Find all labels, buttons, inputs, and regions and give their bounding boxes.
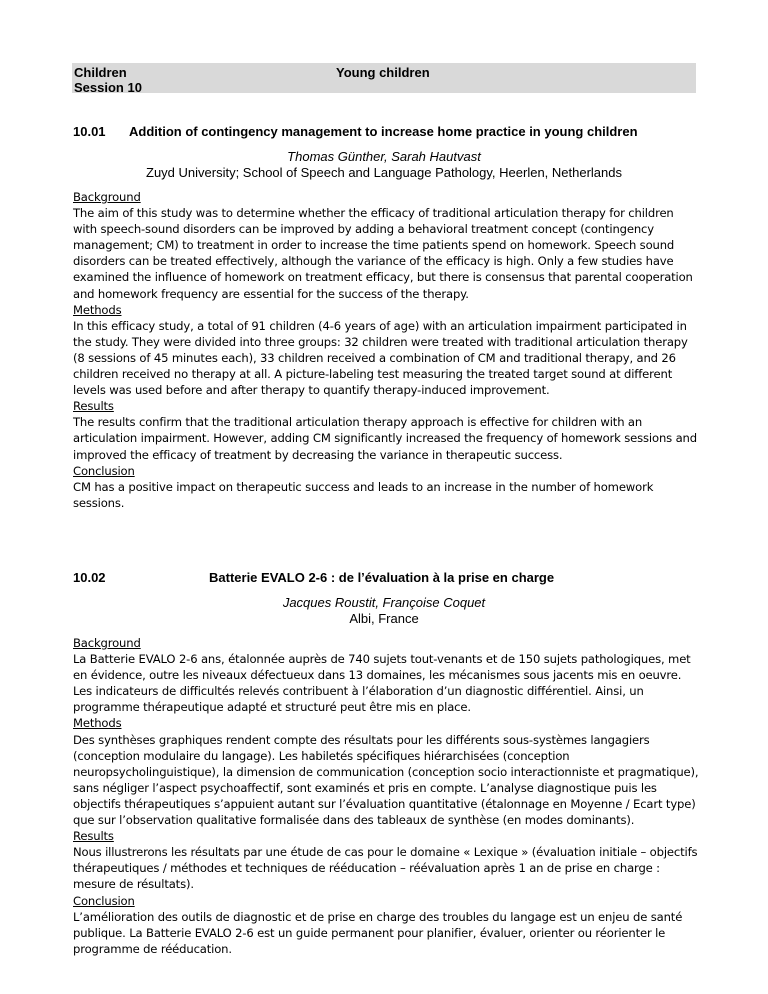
section-heading-methods: Methods bbox=[73, 302, 122, 317]
abstract-number: 10.02 bbox=[73, 570, 106, 585]
section-text-methods: In this efficacy study, a total of 91 children (4-6 years of age) with an articulation impairment participated in the study. They were divided into three groups: 32 children were treated with traditional articulation therapy (8 sessions of 45 minutes each), 33 children received a combination of CM and traditional therapy, and 26 children received no therapy at all. A picture-labeling test measuring the treated target sound at different levels was used before and after therapy to quantify therapy-induced improvement. bbox=[73, 318, 688, 398]
abstract-affiliation-2: Albi, France bbox=[349, 611, 419, 626]
section-text-background: The aim of this study was to determine whether the efficacy of traditional articulation therapy for children with speech-sound disorders can be improved by adding a behavioral treatment concept (contingency management; CM) to treatment in order to increase the time patients spend on homework. Speech sound disorders can be treated effectively, although the variance of the efficacy is high. Only a few studies have examined the influence of homework on treatment efficacy, but there is consensus that parental cooperation and homework frequency are essential for the success of the therapy. bbox=[73, 206, 693, 301]
abstract-affiliation-1: Zuyd University; School of Speech and Language Pathology, Heerlen, Netherlands bbox=[146, 165, 622, 180]
abstract-title-2 bbox=[73, 570, 554, 586]
abstract-authors-1: Thomas Günther, Sarah Hautvast bbox=[287, 149, 481, 164]
session-header bbox=[72, 63, 696, 93]
abstract-title-1 bbox=[73, 124, 638, 140]
session-number: Session 10 bbox=[74, 80, 142, 95]
section-text-results: Nous illustrerons les résultats par une étude de cas pour le domaine « Lexique » (évaluation initiale – objectifs thérapeutiques / méthodes et techniques de rééducation – réévaluation après 1 an de prise en charge : mesure de résultats). bbox=[73, 845, 698, 892]
section-heading-background: Background bbox=[73, 190, 141, 204]
abstract-authors-2: Jacques Roustit, Françoise Coquet bbox=[282, 595, 486, 610]
abstract-body-1 bbox=[73, 189, 699, 511]
section-name: Children bbox=[74, 65, 127, 80]
section-text-background: La Batterie EVALO 2-6 ans, étalonnée auprès de 740 sujets tout-venants et de 150 sujets pathologiques, met en évidence, outre les niveaux défectueux dans 13 domaines, les mécanismes sous jacents mis en oeuvre. Les indicateurs de difficultés relevés contribuent à l’élaboration d’un diagnostic différentiel. Ainsi, un programme thérapeutique adapté et structuré peut être mis en place. bbox=[73, 652, 691, 715]
session-topic: Young children bbox=[336, 65, 430, 80]
abstract-title-text: Addition of contingency management to increase home practice in young children bbox=[129, 124, 638, 139]
section-text-methods: Des synthèses graphiques rendent compte des résultats pour les différents sous-systèmes langagiers (conception modulaire du langage). Les habiletés spécifiques hiérarchisées (conception neuropsycholinguistique), la dimension de communication (conception socio interactionniste et pragmatique), sans négliger l’aspect psychoaffectif, sont examinés et pris en compte. L’analyse diagnostique puis les objectifs thérapeutiques s’appuient autant sur l’évaluation quantitative (étalonnage en Moyenne / Ecart type) que sur l’observation qualitative formalisée dans des tableaux de synthèse (en modes dominants). bbox=[73, 732, 699, 828]
abstract-number: 10.01 bbox=[73, 124, 106, 139]
section-heading-results: Results bbox=[73, 399, 114, 414]
section-text-results: The results confirm that the traditional articulation therapy approach is effective for children with an articulation impairment. However, adding CM significantly increased the frequency of homework sessions and improved the efficacy of treatment by decreasing the variance in therapeutic success. bbox=[73, 415, 697, 462]
abstract-title-text: Batterie EVALO 2-6 : de l’évaluation à la prise en charge bbox=[209, 570, 555, 585]
section-heading-methods: Methods bbox=[73, 716, 122, 731]
section-heading-background: Background bbox=[73, 636, 141, 650]
session-label bbox=[74, 65, 142, 95]
section-text-conclusion: CM has a positive impact on therapeutic success and leads to an increase in the number of homework sessions. bbox=[73, 479, 654, 510]
section-heading-results: Results bbox=[73, 829, 114, 844]
section-heading-conclusion: Conclusion bbox=[73, 463, 135, 478]
section-text-conclusion: L’amélioration des outils de diagnostic et de prise en charge des troubles du langage est un enjeu de santé publique. La Batterie EVALO 2-6 est un guide permanent pour planifier, évaluer, orienter ou réorienter le programme de rééducation. bbox=[73, 909, 683, 956]
section-heading-conclusion: Conclusion bbox=[73, 893, 135, 908]
abstract-body-2 bbox=[73, 635, 699, 957]
